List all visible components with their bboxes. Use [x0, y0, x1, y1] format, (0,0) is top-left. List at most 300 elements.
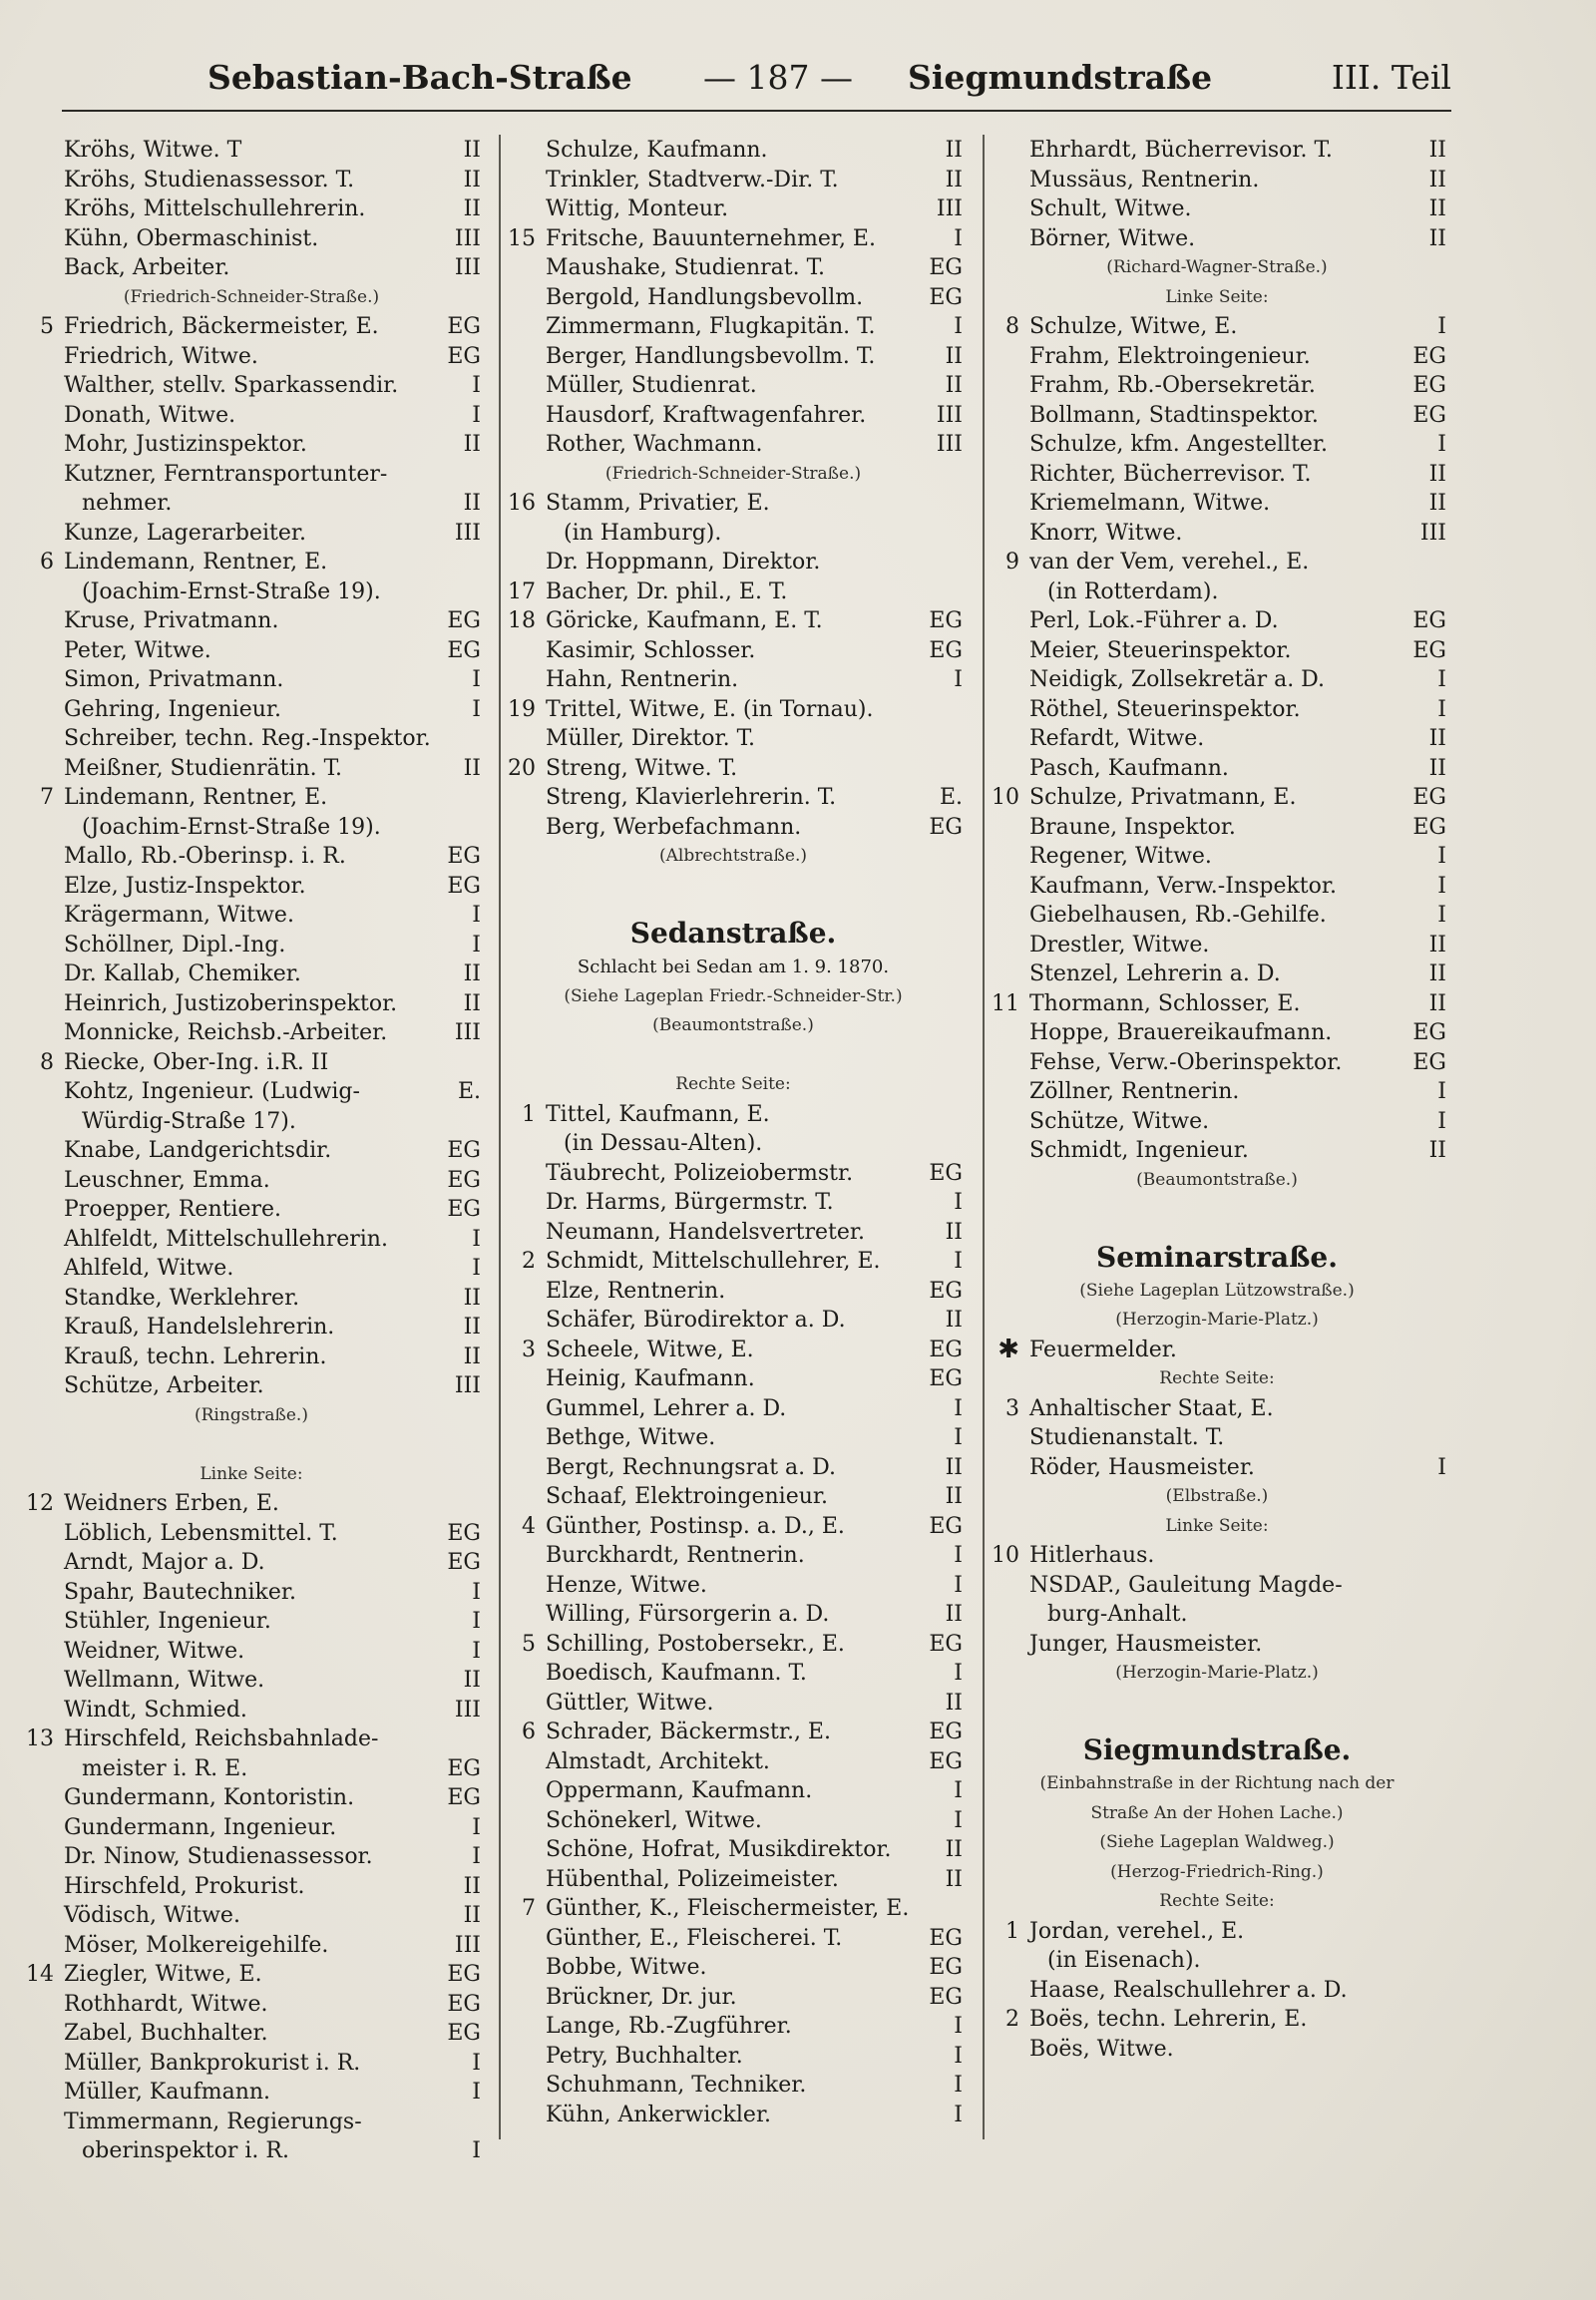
directory-entry: [988, 519, 1446, 549]
resident-name: Boedisch, Kaufmann. T.: [546, 1661, 807, 1686]
resident-name: Simon, Privatmann.: [64, 667, 284, 692]
floor-level: I: [1437, 667, 1446, 692]
resident-name: Heinrich, Justizoberinspektor.: [64, 990, 398, 1016]
resident-name: Streng, Witwe. T.: [546, 755, 738, 781]
section-note: (Herzogin-Marie-Platz.): [1115, 1663, 1319, 1683]
resident-name: Elze, Justiz-Inspektor.: [64, 873, 306, 899]
directory-entry: [504, 1600, 963, 1630]
floor-level: EG: [447, 844, 481, 869]
directory-entry: [22, 872, 481, 902]
resident-name: Hoppe, Brauereikaufmann.: [1029, 1020, 1333, 1045]
house-number: 13: [26, 1726, 54, 1751]
floor-level: I: [1437, 432, 1446, 457]
directory-entry: [504, 1247, 963, 1277]
directory-entry: [504, 1747, 963, 1777]
directory-entry: [504, 665, 963, 695]
floor-level: II: [945, 373, 963, 398]
street-heading: Sedanstraße.: [629, 917, 837, 950]
directory-entry: [22, 312, 481, 342]
directory-entry: [22, 1607, 481, 1637]
house-number: 16: [508, 491, 536, 516]
resident-name: Kasimir, Schlosser.: [546, 637, 756, 663]
directory-entry: [22, 548, 481, 577]
resident-name: Dr. Hoppmann, Direktor.: [546, 550, 821, 575]
directory-entry: [988, 1976, 1446, 2006]
section-note: [22, 1430, 481, 1460]
resident-name: Fehse, Verw.-Oberinspektor.: [1029, 1049, 1343, 1075]
house-number: 3: [522, 1337, 536, 1362]
resident-name: Bethge, Witwe.: [546, 1425, 716, 1450]
directory-entry: [22, 577, 481, 607]
directory-entry: [504, 695, 963, 725]
resident-name: Müller, Kaufmann.: [64, 2080, 271, 2105]
resident-name: Kröhs, Mittelschullehrerin.: [64, 196, 366, 221]
resident-name: Boës, techn. Lehrerin, E.: [1029, 2007, 1308, 2032]
floor-level: I: [954, 2043, 963, 2069]
resident-name: Kühn, Obermaschinist.: [64, 225, 319, 251]
directory-entry: [504, 166, 963, 195]
resident-name: Rothhardt, Witwe.: [64, 1991, 268, 2017]
directory-entry: [22, 224, 481, 254]
directory-entry: [988, 1077, 1446, 1107]
directory-entry: [988, 1107, 1446, 1137]
section-note: (Richard-Wagner-Straße.): [1106, 257, 1328, 277]
resident-name: (in Rotterdam).: [1047, 578, 1219, 604]
floor-level: EG: [1412, 1049, 1446, 1075]
floor-level: EG: [929, 284, 963, 310]
floor-level: II: [463, 1343, 481, 1369]
floor-level: III: [936, 196, 963, 221]
directory-entry: [504, 519, 963, 549]
resident-name: Leuschner, Emma.: [64, 1167, 270, 1193]
house-number: 9: [1005, 550, 1019, 575]
fire-alarm-icon: ✱: [998, 1334, 1019, 1364]
section-note: [504, 872, 963, 902]
floor-level: EG: [447, 1785, 481, 1810]
floor-level: II: [1428, 167, 1446, 192]
resident-name: Müller, Studienrat.: [546, 373, 757, 398]
header-street-left: Sebastian-Bach-Straße: [207, 58, 632, 97]
floor-level: III: [1419, 520, 1446, 546]
directory-entry: [22, 989, 481, 1019]
resident-name: Perl, Lok.-Führer a. D.: [1029, 608, 1279, 633]
resident-name: Meier, Steuerinspektor.: [1029, 637, 1292, 663]
floor-level: I: [954, 1395, 963, 1421]
resident-name: Kaufmann, Verw.-Inspektor.: [1029, 873, 1337, 899]
resident-name: Bergold, Handlungsbevollm.: [546, 284, 864, 310]
resident-name: Maushake, Studienrat. T.: [546, 255, 826, 280]
floor-level: I: [1437, 873, 1446, 899]
resident-name: Timmermann, Regierungs-: [64, 2108, 362, 2134]
floor-level: II: [463, 491, 481, 516]
directory-entry: [22, 1931, 481, 1961]
floor-level: EG: [929, 1337, 963, 1362]
directory-entry: [22, 460, 481, 490]
directory-entry: [504, 1953, 963, 1983]
resident-name: Hitlerhaus.: [1029, 1543, 1155, 1568]
floor-level: I: [954, 1807, 963, 1833]
directory-entry: [22, 695, 481, 725]
resident-name: (in Dessau-Alten).: [564, 1131, 763, 1156]
directory-entry: [504, 1364, 963, 1394]
directory-entry: [504, 1423, 963, 1453]
resident-name: Gummel, Lehrer a. D.: [546, 1395, 787, 1421]
directory-entry: [22, 1195, 481, 1225]
floor-level: II: [1428, 932, 1446, 958]
resident-name: Schöne, Hofrat, Musikdirektor.: [546, 1837, 892, 1862]
floor-level: II: [945, 1690, 963, 1716]
directory-entry: [22, 1166, 481, 1196]
resident-name: burg-Anhalt.: [1047, 1602, 1188, 1627]
directory-entry: [988, 1136, 1446, 1166]
resident-name: Hausdorf, Kraftwagenfahrer.: [546, 402, 867, 428]
directory-entry: [988, 606, 1446, 636]
directory-entry: [504, 2101, 963, 2130]
resident-name: Regener, Witwe.: [1029, 844, 1212, 869]
directory-entry: [988, 2035, 1446, 2065]
header-rule: [62, 110, 1451, 112]
resident-name: Neidigk, Zollsekretär a. D.: [1029, 667, 1326, 692]
directory-entry: [22, 1018, 481, 1048]
floor-level: II: [463, 1285, 481, 1311]
floor-level: E.: [939, 785, 963, 810]
section-note: Rechte Seite:: [1159, 1891, 1275, 1911]
floor-level: II: [945, 167, 963, 192]
floor-level: EG: [447, 1167, 481, 1193]
directory-entry: [22, 1637, 481, 1667]
floor-level: I: [1437, 1454, 1446, 1480]
resident-name: Gehring, Ingenieur.: [64, 696, 282, 722]
directory-entry: [22, 959, 481, 989]
directory-entry: [22, 401, 481, 431]
house-number: 1: [1005, 1918, 1019, 1944]
directory-entry: [504, 224, 963, 254]
directory-entry: [504, 1336, 963, 1365]
floor-level: EG: [447, 1197, 481, 1222]
directory-entry: [22, 1284, 481, 1314]
resident-name: Rother, Wachmann.: [546, 432, 763, 457]
resident-name: Günther, K., Fleischermeister, E.: [546, 1896, 910, 1921]
section-note: (Albrechtstraße.): [659, 846, 807, 866]
floor-level: I: [472, 402, 481, 428]
directory-entry: [988, 931, 1446, 960]
floor-level: II: [1428, 726, 1446, 751]
resident-name: Wellmann, Witwe.: [64, 1668, 265, 1693]
floor-level: EG: [929, 1955, 963, 1980]
resident-name: Bobbe, Witwe.: [546, 1955, 707, 1980]
floor-level: E.: [457, 1079, 481, 1104]
resident-name: Ziegler, Witwe, E.: [64, 1962, 262, 1987]
floor-level: EG: [1412, 402, 1446, 428]
resident-name: Anhaltischer Staat, E.: [1029, 1395, 1274, 1421]
house-number: 5: [40, 314, 54, 339]
resident-name: Monnicke, Reichsb.-Arbeiter.: [64, 1020, 388, 1045]
directory-entry: [988, 577, 1446, 607]
floor-level: EG: [929, 1366, 963, 1391]
floor-level: II: [945, 1866, 963, 1892]
resident-name: Proepper, Rentiere.: [64, 1197, 282, 1222]
resident-name: meister i. R. E.: [82, 1755, 248, 1781]
directory-entry: [988, 1048, 1446, 1078]
directory-entry: [22, 1254, 481, 1284]
floor-level: EG: [447, 343, 481, 369]
directory-entry: [504, 2042, 963, 2072]
floor-level: I: [472, 667, 481, 692]
resident-name: Lange, Rb.-Zugführer.: [546, 2014, 792, 2039]
resident-name: Haase, Realschullehrer a. D.: [1029, 1977, 1348, 2003]
resident-name: Börner, Witwe.: [1029, 225, 1196, 251]
floor-level: EG: [929, 1278, 963, 1304]
resident-name: Krauß, Handelslehrerin.: [64, 1315, 335, 1340]
directory-entry: [504, 312, 963, 342]
floor-level: I: [954, 667, 963, 692]
floor-level: I: [1437, 314, 1446, 339]
resident-name: Müller, Bankprokurist i. R.: [64, 2050, 361, 2076]
resident-name: Richter, Bücherrevisor. T.: [1029, 461, 1312, 487]
directory-entry: [504, 1512, 963, 1542]
resident-name: Burckhardt, Rentnerin.: [546, 1543, 805, 1568]
directory-entry: [504, 401, 963, 431]
directory-entry: [988, 1946, 1446, 1976]
resident-name: Schütze, Witwe.: [1029, 1108, 1210, 1134]
directory-entry: [504, 1835, 963, 1865]
directory-entry: [22, 1666, 481, 1696]
resident-name: Friedrich, Bäckermeister, E.: [64, 314, 379, 339]
floor-level: EG: [929, 1513, 963, 1539]
section-note: (Herzog-Friedrich-Ring.): [1110, 1861, 1324, 1882]
resident-name: Würdig-Straße 17).: [82, 1108, 296, 1134]
floor-level: II: [1428, 1138, 1446, 1163]
section-note: (Herzogin-Marie-Platz.): [1115, 1310, 1319, 1330]
directory-entry: [22, 1990, 481, 2020]
resident-name: Schulze, Witwe, E.: [1029, 314, 1238, 339]
directory-entry: [504, 754, 963, 784]
floor-level: I: [472, 373, 481, 398]
directory-entry: [504, 1571, 963, 1601]
resident-name: Zimmermann, Flugkapitän. T.: [546, 314, 876, 339]
street-heading: Seminarstraße.: [1096, 1240, 1338, 1274]
floor-level: I: [472, 1814, 481, 1840]
directory-entry: [504, 283, 963, 313]
floor-level: EG: [929, 637, 963, 663]
floor-level: EG: [929, 1720, 963, 1744]
resident-name: Möser, Molkereigehilfe.: [64, 1932, 329, 1958]
directory-entry: [22, 253, 481, 283]
resident-name: Hübenthal, Polizeimeister.: [546, 1866, 839, 1892]
resident-name: Ehrhardt, Bücherrevisor. T.: [1029, 138, 1333, 163]
resident-name: (Joachim-Ernst-Straße 19).: [82, 578, 381, 604]
directory-entry: [22, 783, 481, 813]
directory-entry: [988, 1571, 1446, 1601]
section-note: (Siehe Lageplan Waldweg.): [1099, 1832, 1335, 1852]
floor-level: II: [1428, 196, 1446, 221]
floor-level: II: [463, 1873, 481, 1899]
resident-name: Schult, Witwe.: [1029, 196, 1192, 221]
directory-entry: [988, 1917, 1446, 1947]
column-3: [988, 136, 1446, 2064]
floor-level: EG: [929, 1984, 963, 2010]
resident-name: Frahm, Rb.-Obersekretär.: [1029, 373, 1316, 398]
directory-entry: [504, 136, 963, 166]
floor-level: I: [472, 2050, 481, 2076]
resident-name: Kruse, Privatmann.: [64, 608, 279, 633]
house-number: 1: [522, 1101, 536, 1127]
directory-entry: [504, 1453, 963, 1483]
floor-level: III: [936, 402, 963, 428]
directory-entry: [988, 695, 1446, 725]
resident-name: Dr. Harms, Bürgermstr. T.: [546, 1190, 834, 1215]
directory-entry: [22, 1371, 481, 1401]
house-number: 3: [1005, 1395, 1019, 1421]
resident-name: Friedrich, Witwe.: [64, 343, 258, 369]
resident-name: Scheele, Witwe, E.: [546, 1337, 754, 1362]
resident-name: Schreiber, techn. Reg.-Inspektor.: [64, 726, 431, 751]
directory-entry: [22, 2136, 481, 2166]
floor-level: II: [463, 432, 481, 457]
directory-entry: [22, 1960, 481, 1990]
directory-entry: [988, 1423, 1446, 1453]
resident-name: Schönekerl, Witwe.: [546, 1807, 762, 1833]
header-street-right: Siegmundstraße: [908, 58, 1213, 97]
floor-level: I: [954, 1543, 963, 1568]
floor-level: III: [454, 1020, 481, 1045]
resident-name: Löblich, Lebensmittel. T.: [64, 1520, 338, 1546]
resident-name: Schulze, kfm. Angestellter.: [1029, 432, 1329, 457]
resident-name: Röthel, Steuerinspektor.: [1029, 696, 1301, 722]
resident-name: Berg, Werbefachmann.: [546, 814, 802, 840]
floor-level: I: [954, 2073, 963, 2098]
section-note: Linke Seite:: [1165, 286, 1269, 307]
floor-level: EG: [447, 873, 481, 899]
directory-entry: [988, 401, 1446, 431]
directory-entry: [22, 606, 481, 636]
floor-level: III: [454, 225, 481, 251]
directory-entry: [988, 1018, 1446, 1048]
floor-level: EG: [447, 314, 481, 339]
floor-level: EG: [929, 814, 963, 840]
directory-entry: [22, 1313, 481, 1342]
directory-entry: [22, 1077, 481, 1107]
floor-level: II: [945, 138, 963, 163]
floor-level: II: [945, 1454, 963, 1480]
directory-entry: [22, 371, 481, 401]
house-number: 15: [508, 225, 536, 251]
directory-entry: [988, 371, 1446, 401]
floor-level: EG: [1412, 343, 1446, 369]
directory-entry: [22, 1725, 481, 1754]
floor-level: I: [954, 1425, 963, 1450]
floor-level: EG: [1412, 608, 1446, 633]
house-number: 2: [522, 1249, 536, 1274]
directory-entry: [22, 2108, 481, 2137]
directory-entry: [504, 1394, 963, 1424]
directory-entry: [988, 901, 1446, 931]
resident-name: Thormann, Schlosser, E.: [1029, 990, 1301, 1016]
floor-level: I: [1437, 696, 1446, 722]
directory-entry: [22, 1519, 481, 1549]
resident-name: NSDAP., Gauleitung Magde-: [1029, 1572, 1343, 1598]
floor-level: II: [463, 1903, 481, 1928]
directory-entry: [988, 1600, 1446, 1630]
section-note: [988, 1689, 1446, 1719]
floor-level: EG: [929, 1925, 963, 1951]
floor-level: EG: [447, 1755, 481, 1781]
floor-level: II: [945, 1308, 963, 1333]
resident-name: Frahm, Elektroingenieur.: [1029, 343, 1311, 369]
directory-entry: [988, 1541, 1446, 1571]
floor-level: EG: [1412, 637, 1446, 663]
street-heading: Siegmundstraße.: [1082, 1733, 1352, 1766]
resident-name: Bacher, Dr. phil., E. T.: [546, 578, 788, 604]
directory-entry: [504, 430, 963, 460]
directory-entry: [22, 519, 481, 549]
directory-entry: [22, 1842, 481, 1872]
directory-entry: [22, 1048, 481, 1078]
resident-name: Willing, Fürsorgerin a. D.: [546, 1602, 830, 1627]
directory-entry: [988, 959, 1446, 989]
floor-level: II: [463, 138, 481, 163]
resident-name: Schilling, Postobersekr., E.: [546, 1631, 845, 1657]
resident-name: Gundermann, Ingenieur.: [64, 1814, 337, 1840]
resident-name: Meißner, Studienrätin. T.: [64, 755, 343, 781]
floor-level: I: [954, 314, 963, 339]
floor-level: III: [454, 1932, 481, 1958]
directory-entry: [504, 1100, 963, 1130]
resident-name: (in Eisenach).: [1047, 1948, 1201, 1973]
floor-level: I: [472, 1579, 481, 1605]
resident-name: Knorr, Witwe.: [1029, 520, 1183, 546]
resident-name: Kröhs, Witwe. T: [64, 138, 242, 163]
resident-name: Studienanstalt. T.: [1029, 1425, 1225, 1450]
house-number: 7: [522, 1896, 536, 1921]
directory-entry: [22, 1901, 481, 1931]
directory-entry: [504, 1159, 963, 1189]
directory-entry: [504, 1630, 963, 1660]
resident-name: Knabe, Landgerichtsdir.: [64, 1138, 332, 1163]
directory-entry: [22, 2078, 481, 2108]
directory-entry: [22, 1696, 481, 1725]
column-1: [22, 136, 481, 2166]
floor-level: III: [454, 1697, 481, 1723]
house-number: 12: [26, 1491, 54, 1516]
directory-entry: [504, 783, 963, 813]
directory-entry: [988, 1394, 1446, 1424]
floor-level: I: [472, 1226, 481, 1252]
house-number: 11: [992, 990, 1019, 1016]
directory-entry: [22, 665, 481, 695]
directory-entry: [504, 1306, 963, 1336]
floor-level: EG: [447, 1550, 481, 1575]
directory-entry: [22, 1489, 481, 1519]
directory-entry: [22, 1783, 481, 1813]
resident-name: Zabel, Buchhalter.: [64, 2021, 268, 2046]
directory-entry: [988, 665, 1446, 695]
floor-level: II: [945, 1602, 963, 1627]
floor-level: III: [936, 432, 963, 457]
directory-entry: [504, 1865, 963, 1895]
resident-name: Ahlfeld, Witwe.: [64, 1256, 234, 1281]
floor-level: EG: [1412, 814, 1446, 840]
directory-entry: [22, 194, 481, 224]
directory-entry: [988, 989, 1446, 1019]
resident-name: oberinspektor i. R.: [82, 2138, 289, 2163]
directory-entry: [22, 754, 481, 784]
floor-level: II: [1428, 461, 1446, 487]
house-number: 10: [992, 1543, 1019, 1568]
floor-level: EG: [447, 2021, 481, 2046]
floor-level: II: [1428, 491, 1446, 516]
resident-name: Arndt, Major a. D.: [64, 1550, 265, 1575]
